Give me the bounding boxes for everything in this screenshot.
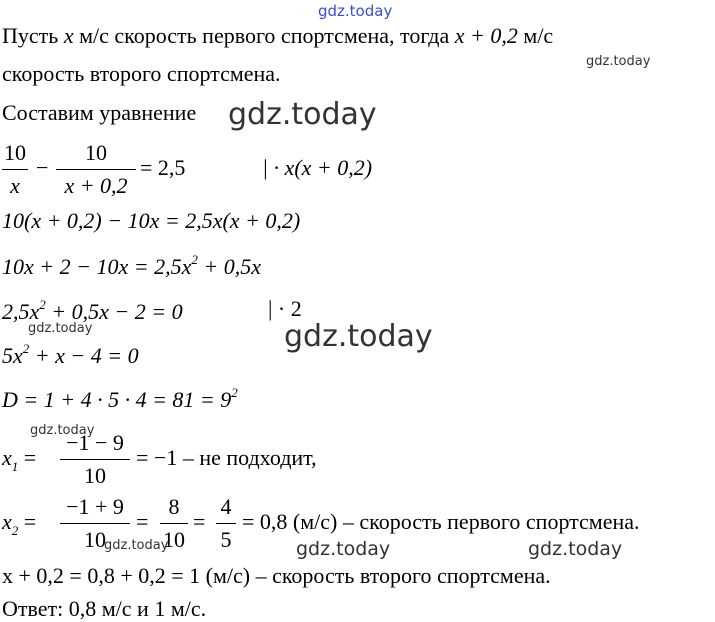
equation-line: 10(x + 0,2) − 10x = 2,5x(x + 0,2) <box>2 208 301 233</box>
denominator: x + 0,2 <box>64 173 128 198</box>
exponent: 2 <box>39 297 46 312</box>
intro-line-1 <box>2 25 553 47</box>
root-label <box>2 447 36 473</box>
watermark: gdz.today <box>586 54 651 69</box>
text: м/с скорость первого спортсмена, тогда <box>79 23 450 48</box>
operator: = <box>136 509 149 534</box>
denominator: 5 <box>220 527 232 552</box>
root-result: = −1 – не подходит, <box>136 445 317 470</box>
text: 5x <box>2 343 23 368</box>
numerator: 10 <box>4 140 26 165</box>
fraction <box>216 494 236 553</box>
fraction <box>2 140 28 199</box>
fraction-bar <box>56 169 136 170</box>
numerator: 8 <box>168 494 180 519</box>
fraction <box>60 494 130 553</box>
text: + x − 4 = 0 <box>29 343 139 368</box>
exponent: 2 <box>191 252 198 267</box>
root-label <box>2 511 36 537</box>
denominator: 10 <box>163 527 185 552</box>
text: = <box>23 509 37 534</box>
answer-line: Ответ: 0,8 м/с и 1 м/с. <box>2 596 207 621</box>
watermark: gdz.today <box>30 423 95 438</box>
fraction-bar <box>60 523 130 524</box>
intro-line-2: скорость второго спортсмена. <box>2 61 281 86</box>
subscript: 2 <box>11 523 19 538</box>
operator: − <box>36 155 49 180</box>
text: x <box>2 445 12 470</box>
fraction-bar <box>216 523 236 524</box>
second-speed-line: x + 0,2 = 0,8 + 0,2 = 1 (м/с) – скорость второго спортсмена. <box>2 563 551 588</box>
watermark: gdz.today <box>318 2 393 20</box>
text: = <box>23 445 37 470</box>
equation-multiplier: | · x(x + 0,2) <box>262 155 373 180</box>
watermark: gdz.today <box>284 319 433 354</box>
expression: x + 0,2 <box>454 23 518 48</box>
fraction <box>160 494 188 553</box>
equation-line <box>2 253 261 278</box>
watermark: gdz.today <box>528 538 623 560</box>
exponent: 2 <box>22 341 30 356</box>
fraction-bar <box>160 523 188 524</box>
text: 2,5x <box>2 299 40 324</box>
text: x <box>2 509 12 534</box>
text: + 0,5x − 2 = 0 <box>45 299 183 324</box>
numerator: −1 − 9 <box>66 430 124 455</box>
denominator: 10 <box>84 527 106 552</box>
equation-rhs: = 2,5 <box>140 155 186 180</box>
text: 10x + 2 − 10x = 2,5x <box>2 254 192 279</box>
compose-heading: Составим уравнение <box>2 100 197 125</box>
operator: = <box>193 509 206 534</box>
exponent: 2 <box>231 385 238 400</box>
watermark: gdz.today <box>296 538 391 560</box>
watermark: gdz.today <box>228 97 377 132</box>
equation-line <box>2 342 139 367</box>
fraction-bar <box>2 169 28 170</box>
text: + 0,5x <box>197 254 261 279</box>
variable: x <box>63 23 74 48</box>
watermark: gdz.today <box>28 321 93 336</box>
text: Пусть <box>2 23 59 48</box>
text: D = 1 + 4 · 5 · 4 = 81 = 9 <box>2 387 232 412</box>
discriminant-line <box>2 386 238 411</box>
fraction <box>56 140 136 199</box>
fraction <box>60 430 130 489</box>
subscript: 1 <box>11 459 19 474</box>
root-result: = 0,8 (м/с) – скорость первого спортсмена. <box>242 509 640 534</box>
denominator: 10 <box>84 463 106 488</box>
watermark: gdz.today <box>104 538 169 553</box>
text: м/с <box>523 23 554 48</box>
equation-line <box>2 298 183 323</box>
numerator: 10 <box>85 140 107 165</box>
denominator: x <box>10 173 20 198</box>
numerator: −1 + 9 <box>66 494 124 519</box>
numerator: 4 <box>220 494 232 519</box>
fraction-bar <box>60 459 130 460</box>
equation-multiplier: | · 2 <box>268 296 302 321</box>
